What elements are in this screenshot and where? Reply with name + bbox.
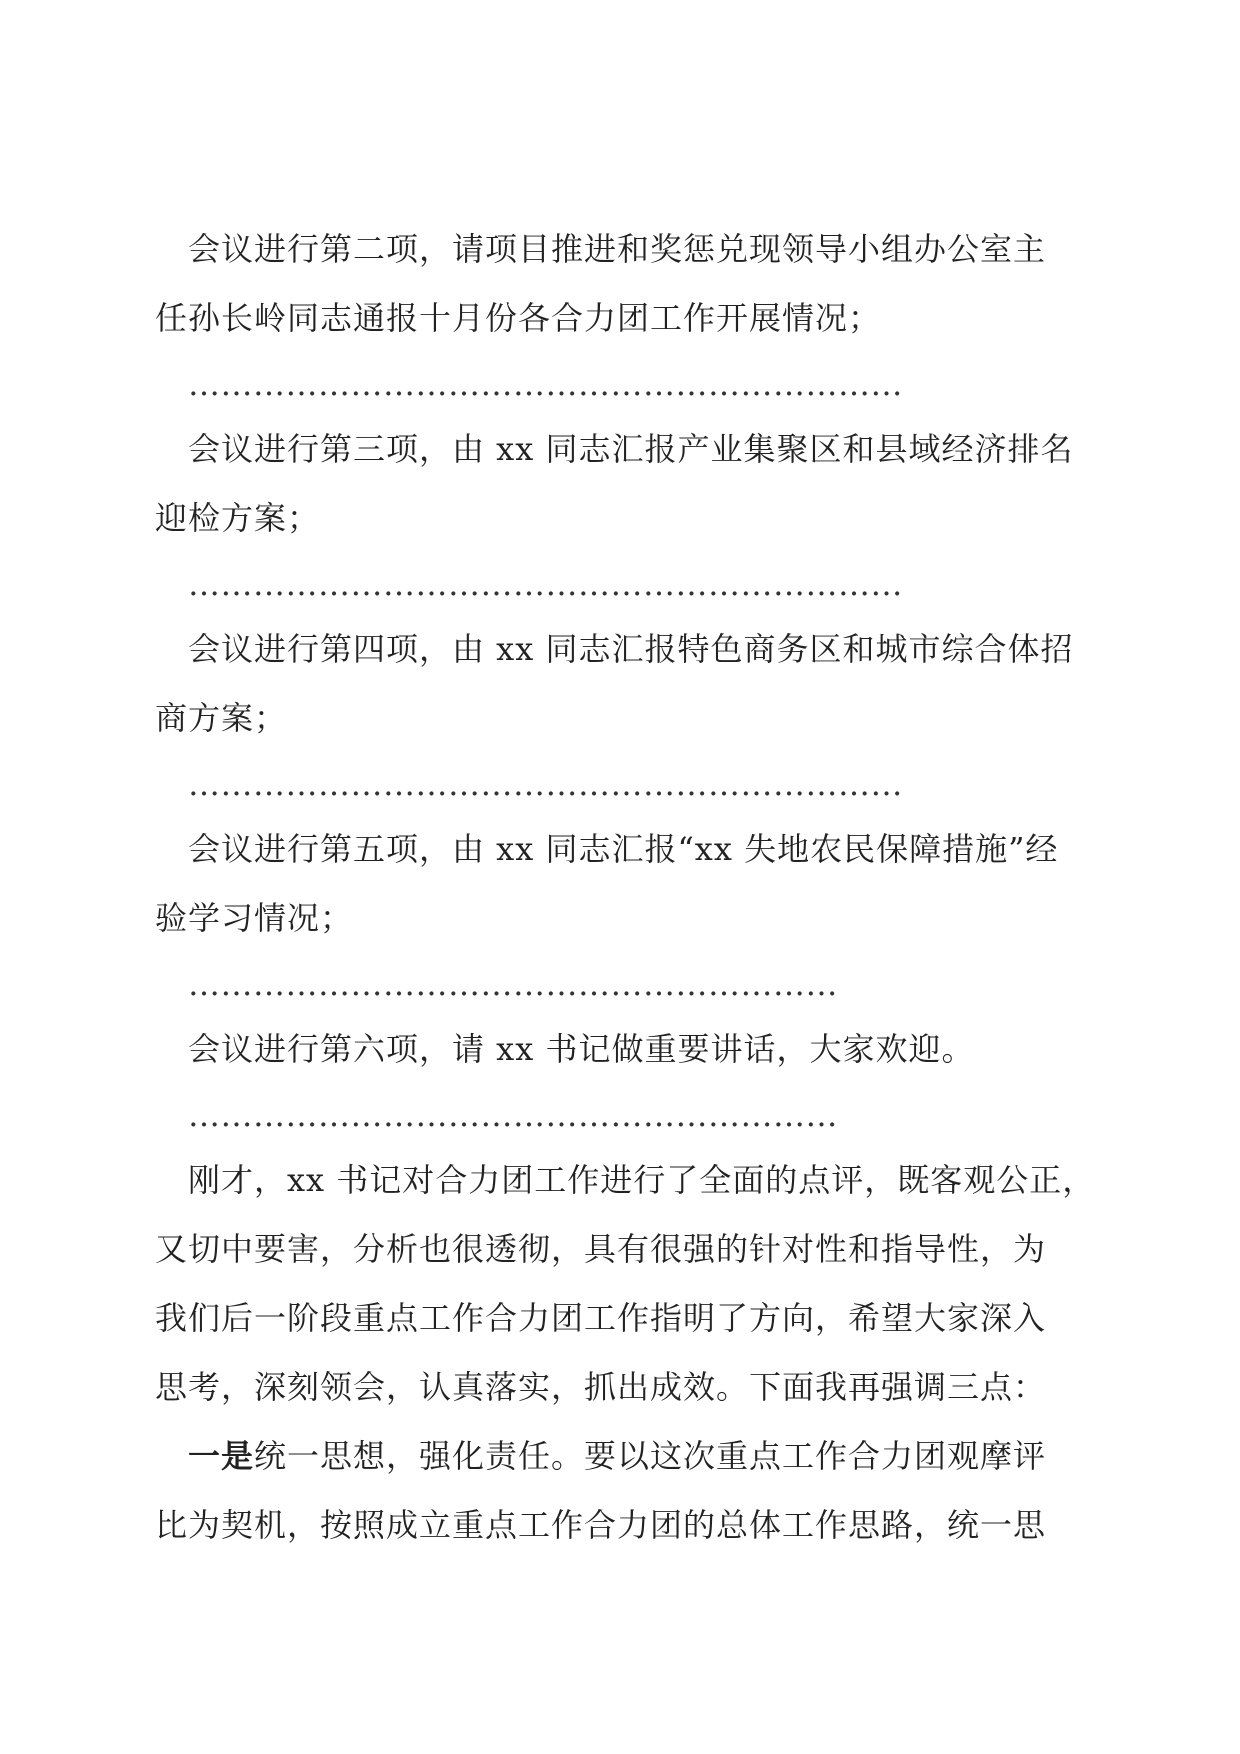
- text-line: 验学习情况；: [155, 899, 354, 937]
- ellipsis-separator: ……………………………………………………: [188, 965, 838, 1003]
- text-line: 会议进行第六项，请 xx 书记做重要讲话，大家欢迎。: [188, 1030, 975, 1068]
- paragraph-summary: [155, 1146, 1095, 1422]
- text-line: 又切中要害，分析也很透彻，具有很强的针对性和指导性，为: [155, 1230, 1047, 1268]
- ellipsis-separator: …………………………………………………………: [188, 365, 903, 403]
- ellipsis-separator: ……………………………………………………: [188, 1096, 838, 1134]
- text-line: 我们后一阶段重点工作合力团工作指明了方向，希望大家深入: [155, 1299, 1047, 1337]
- text-line: 迎检方案；: [155, 499, 321, 537]
- text-line: 会议进行第二项，请项目推进和奖惩兑现领导小组办公室主: [188, 230, 1047, 268]
- text-line: 会议进行第五项，由 xx 同志汇报“xx 失地农民保障措施”经: [188, 830, 1059, 868]
- text-line: 任孙长岭同志通报十月份各合力团工作开展情况；: [155, 299, 882, 337]
- paragraph-point-one: [155, 1422, 1095, 1560]
- text-line: 思考，深刻领会，认真落实，抓出成效。下面我再强调三点：: [155, 1368, 1047, 1406]
- document-page: [155, 215, 1095, 1560]
- text-line: 比为契机，按照成立重点工作合力团的总体工作思路，统一思: [155, 1506, 1047, 1544]
- point-one-label: 一是: [188, 1437, 255, 1475]
- paragraph-item-6: [155, 1015, 1095, 1084]
- text-line: 会议进行第四项，由 xx 同志汇报特色商务区和城市综合体招: [188, 630, 1074, 668]
- paragraph-item-3: [155, 415, 1095, 553]
- paragraph-item-5: [155, 815, 1095, 953]
- text-line: 商方案；: [155, 699, 288, 737]
- ellipsis-separator: …………………………………………………………: [188, 765, 903, 803]
- point-one-text: 统一思想，强化责任。要以这次重点工作合力团观摩评: [254, 1437, 1047, 1475]
- text-line: 会议进行第三项，由 xx 同志汇报产业集聚区和县域经济排名: [188, 430, 1074, 468]
- text-line: 刚才，xx 书记对合力团工作进行了全面的点评，既客观公正，: [188, 1161, 1096, 1199]
- paragraph-item-2: [155, 215, 1095, 353]
- ellipsis-separator: …………………………………………………………: [188, 565, 903, 603]
- text-line: [155, 1422, 1095, 1491]
- paragraph-item-4: [155, 615, 1095, 753]
